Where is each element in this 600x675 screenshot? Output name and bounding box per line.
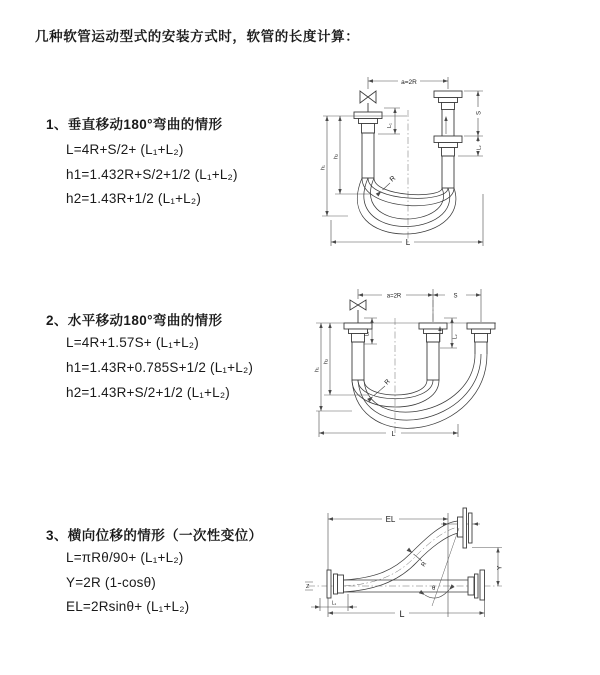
dim-span-a2R [368, 77, 448, 89]
radius-label: R [420, 561, 429, 569]
section-3-formula-Y: Y=2R (1-cosθ) [66, 575, 157, 590]
moving-end-fitting-displaced [467, 323, 495, 354]
fixed-end-flange [327, 570, 344, 598]
diagram-vertical-180-bend [310, 66, 600, 266]
moving-end-fitting-upper [434, 91, 462, 136]
radius-construction-line [432, 528, 459, 606]
dim-EL [328, 513, 448, 617]
anchor-label: Z [306, 584, 310, 591]
length-label: L [391, 430, 396, 438]
dim-h1-outer [321, 116, 349, 216]
displaced-reference-flange [468, 570, 485, 600]
el-label: EL [385, 515, 396, 524]
diagram-lateral-displacement [296, 486, 600, 652]
length-label: L [399, 608, 405, 619]
section-3-heading: 3、横向位移的情形（一次性变位） [46, 528, 263, 543]
h1-label: h₁ [320, 165, 327, 170]
span-label: a=2R [401, 78, 417, 86]
section-2-formula-h1: h1=1.43R+0.785S+1/2 (L₁+L₂) [66, 360, 254, 375]
s-label: S [453, 293, 458, 300]
h2-label: h₂ [323, 358, 330, 364]
section-2-formula-h2: h2=1.43R+S/2+1/2 (L₁+L₂) [66, 385, 230, 400]
valve-icon [350, 300, 366, 323]
h1-label: h₁ [314, 367, 321, 372]
valve-icon [360, 91, 376, 112]
hose-displaced-position [352, 354, 487, 428]
l1-label: L₁ [387, 123, 393, 128]
braided-hose-section [362, 133, 374, 178]
motion-arrow [444, 116, 447, 134]
section-1-formula-h2: h2=1.43R+1/2 (L₁+L₂) [66, 191, 202, 206]
h2-label: h₂ [333, 153, 340, 159]
hose-original-position [352, 380, 439, 407]
radius-label: R [388, 174, 398, 184]
section-1-heading: 1、垂直移动180°弯曲的情形 [46, 117, 223, 132]
l2-label: L₂ [476, 145, 483, 150]
l1-label: L₁ [331, 600, 337, 607]
section-1-formula-h1: h1=1.432R+S/2+1/2 (L₁+L₂) [66, 167, 238, 182]
section-2-formula-L: L=4R+1.57S+ (L₁+L₂) [66, 335, 199, 350]
section-3-formula-L: L=πRθ/90+ (L₁+L₂) [66, 550, 184, 565]
bend-radius-callout [407, 548, 429, 568]
s-label: S [476, 110, 483, 115]
theta-label: θ [432, 586, 436, 592]
length-label: L [405, 238, 411, 247]
diagram-horizontal-180-bend [306, 276, 600, 458]
page-title: 几种软管运动型式的安装方式时，软管的长度计算： [35, 29, 360, 44]
section-3-formula-EL: EL=2Rsinθ+ (L₁+L₂) [66, 599, 190, 614]
moving-end-fitting-original [419, 323, 447, 380]
dim-total-length-L [328, 600, 485, 619]
dim-fitting-L1 [311, 594, 357, 611]
dim-travel-S [464, 91, 483, 136]
hose-displaced-position [344, 521, 459, 592]
moving-end-fitting-lower [434, 136, 462, 188]
moving-end-flange [458, 508, 503, 548]
fixed-end-fitting [354, 112, 382, 178]
theta-angle-callout [419, 584, 455, 598]
l2-label: L₂ [452, 334, 459, 339]
braided-hose-section [352, 342, 364, 380]
dim-h1-outer [315, 323, 353, 411]
span-label: a=2R [386, 293, 402, 300]
section-1-formula-L: L=4R+S/2+ (L₁+L₂) [66, 142, 184, 157]
braided-hose-section [442, 156, 454, 188]
radius-label: R [383, 378, 392, 387]
section-2-heading: 2、水平移动180°弯曲的情形 [46, 313, 223, 328]
dim-span-a2R [358, 289, 481, 322]
braided-hose-section [427, 342, 439, 380]
dim-displacement-Y [496, 548, 503, 587]
y-label: Y [496, 565, 504, 570]
dim-total-length-L [331, 194, 483, 247]
dim-total-length-L [319, 411, 458, 438]
l1-label: L₁ [364, 331, 371, 336]
